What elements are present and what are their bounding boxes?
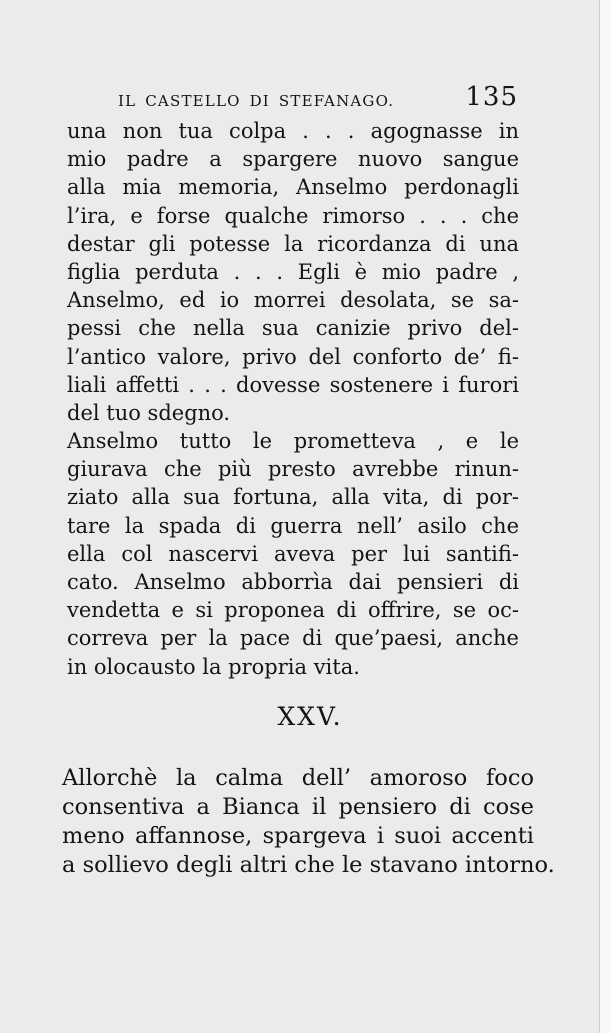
text-line: a sollievo degli altri che le stavano intorno. bbox=[62, 852, 555, 878]
text-line: Allorchè la calma dell’ amoroso foco bbox=[62, 765, 534, 791]
text-line: pessi che nella sua canizie privo del- bbox=[67, 316, 519, 341]
running-title: IL CASTELLO DI STEFANAGO. bbox=[118, 92, 395, 110]
text-line: alla mia memoria, Anselmo perdonagli bbox=[67, 175, 519, 200]
chapter-heading bbox=[0, 702, 600, 731]
text-line: liali affetti . . . dovesse sostenere i furori bbox=[67, 372, 519, 397]
text-line: Anselmo, ed io morrei desolata, se sa- bbox=[67, 288, 519, 313]
text-line: l’ira, e forse qualche rimorso . . . che bbox=[67, 203, 519, 228]
text-line: Anselmo tutto le prometteva , e le bbox=[67, 429, 519, 454]
text-line: una non tua colpa . . . agognasse in bbox=[67, 119, 519, 143]
text-line: correva per la pace di que’paesi, anche bbox=[67, 626, 519, 651]
page-edge bbox=[599, 0, 611, 1033]
text-line: giurava che più presto avrebbe rinun- bbox=[67, 457, 519, 482]
text-line: destar gli potesse la ricordanza di una bbox=[67, 231, 519, 256]
page-number: 135 bbox=[465, 82, 518, 112]
text-line: figlia perduta . . . Egli è mio padre , bbox=[67, 259, 519, 284]
running-head bbox=[98, 82, 518, 116]
text-line: in olocausto la propria vita. bbox=[67, 654, 360, 679]
text-line: consentiva a Bianca il pensiero di cose bbox=[62, 794, 534, 820]
text-line: l’antico valore, privo del conforto de’ fi- bbox=[67, 344, 519, 369]
text-line: tare la spada di guerra nell’ asilo che bbox=[67, 513, 519, 538]
text-line: cato. Anselmo abborrìa dai pensieri di bbox=[67, 570, 519, 594]
text-line: del tuo sdegno. bbox=[67, 400, 231, 425]
text-line: ziato alla sua fortuna, alla vita, di por- bbox=[67, 485, 519, 510]
text-line: meno affannose, spargeva i suoi accenti bbox=[62, 823, 534, 849]
text-line: mio padre a spargere nuovo sangue bbox=[67, 147, 519, 172]
text-line: vendetta e si proponea di offrire, se oc- bbox=[67, 598, 519, 623]
body-text bbox=[67, 117, 519, 681]
chapter-body-text bbox=[62, 764, 555, 880]
text-line: ella col nascervi aveva per lui santifi- bbox=[67, 541, 519, 566]
chapter-number: XXV. bbox=[277, 702, 343, 731]
